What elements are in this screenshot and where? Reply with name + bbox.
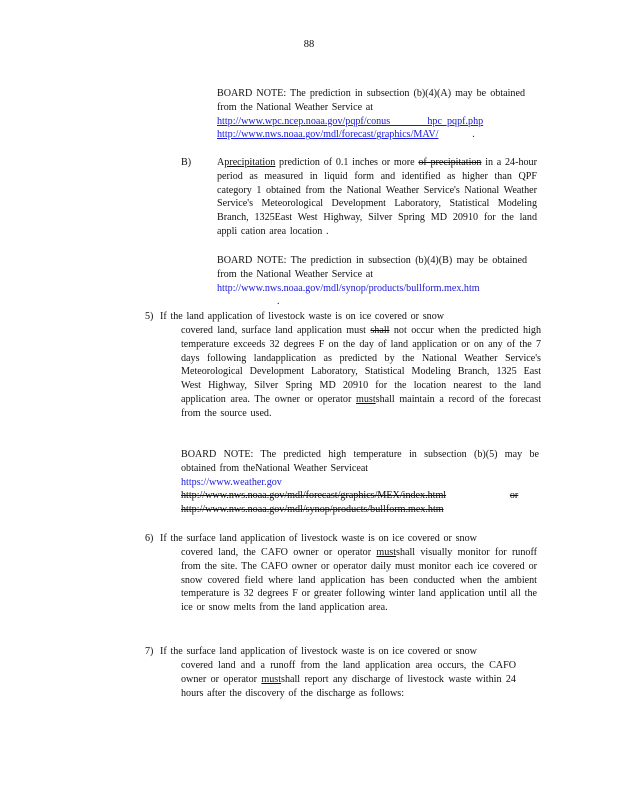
- nws-bullform-link[interactable]: http://www.nws.noaa.gov/mdl/synop/products/bullform.mex.htm: [217, 282, 480, 294]
- item-7-label: 7): [145, 646, 154, 657]
- item-b-text: Aprecipitation prediction of 0.1 inches or more of precipitation in a 24-hour period as measured in liquid form and identified as higher than QPF category 1 obtained from the National Weather Service's National Weather Service's Meteorological Development Laboratory, Statistical Modeling Branch, 1325East West Highway, Silver Spring MD 20910 for the land appli cation area location .: [217, 157, 537, 237]
- item-5-first-line: If the land application of livestock waste is on ice covered or snow: [160, 311, 445, 322]
- item-6-text: covered land, the CAFO owner or operator mustshall visually monitor for runoff from the site. The CAFO owner or operator daily must monitor each ice covered or snow covered field where land application has been conducted when the ambient temperature is 32 degrees F or greater following winter land application until all the ice or snow melts from the land application area.: [181, 547, 537, 614]
- board-note-a-end: .: [472, 129, 475, 141]
- nws-mav-link[interactable]: http://www.nws.noaa.gov/mdl/forecast/graphics/MAV/: [217, 129, 439, 141]
- item-6-first-line: If the surface land application of livestock waste is on ice covered or snow: [160, 533, 477, 544]
- board-note-b-text: BOARD NOTE: The prediction in subsection (b)(4)(B) may be obtained from the National Weather Service at: [217, 255, 527, 280]
- board-note-5-text: BOARD NOTE: The predicted high temperature in subsection (b)(5) may be obtained from theNational Weather Serviceat: [181, 449, 539, 474]
- item-7-text: covered land and a runoff from the land application area occurs, the CAFO owner or operator mustshall report any discharge of livestock waste within 24 hours after the discovery of the discharge as follows:: [181, 660, 516, 699]
- struck-shall: shall: [370, 325, 390, 336]
- underlined-must: must: [356, 393, 376, 405]
- underlined-must: must: [261, 673, 282, 685]
- struck-mex-link: http://www.nws.noaa.gov/mdl/forecast/graphics/MEX/index.html: [181, 490, 447, 502]
- item-b-label: B): [181, 157, 192, 168]
- struck-precipitation: precipitation: [224, 157, 276, 168]
- page-number: 88: [303, 39, 315, 50]
- struck-or: or: [509, 490, 519, 502]
- struck-bullform-link: http://www.nws.noaa.gov/mdl/synop/products/bullform.mex.htm: [181, 504, 444, 516]
- board-note-b: BOARD NOTE: The prediction in subsection (b)(4)(B) may be obtained from the National Weather Service at http://www.nws.noaa.gov/mdl/synop/products/bullform.mex.htm .: [217, 255, 527, 308]
- board-note-a-text: BOARD NOTE: The prediction in subsection (b)(4)(A) may be obtained from the National Weather Service at: [217, 88, 525, 113]
- struck-of-precipitation: of precipitation: [418, 157, 482, 168]
- wpc-pqpf-link[interactable]: http://www.wpc.ncep.noaa.gov/pqpf/conus hpc_pqpf.php: [217, 115, 484, 127]
- item-7-first-line: If the surface land application of livestock waste is on ice covered or snow: [160, 646, 477, 657]
- board-note-5: [181, 448, 539, 517]
- item-5-text: covered land, surface land application must shall not occur when the predicted high temperature exceeds 32 degrees F on the day of land application or on any of the 7 days following landapplication as predicted by the National Weather Service's Meteorological Development Laboratory, Statistical Modeling Branch, 1325 East West Highway, Silver Spring MD 20910 for the location nearest to the land application area. The owner or operator mustshall maintain a record of the forecast from the source used.: [181, 325, 541, 419]
- weather-gov-link[interactable]: https://www.weather.gov: [181, 476, 282, 488]
- board-note-a: [217, 87, 525, 142]
- underlined-must: must: [376, 547, 397, 558]
- item-6-label: 6): [145, 533, 154, 544]
- item-5-label: 5): [145, 311, 154, 322]
